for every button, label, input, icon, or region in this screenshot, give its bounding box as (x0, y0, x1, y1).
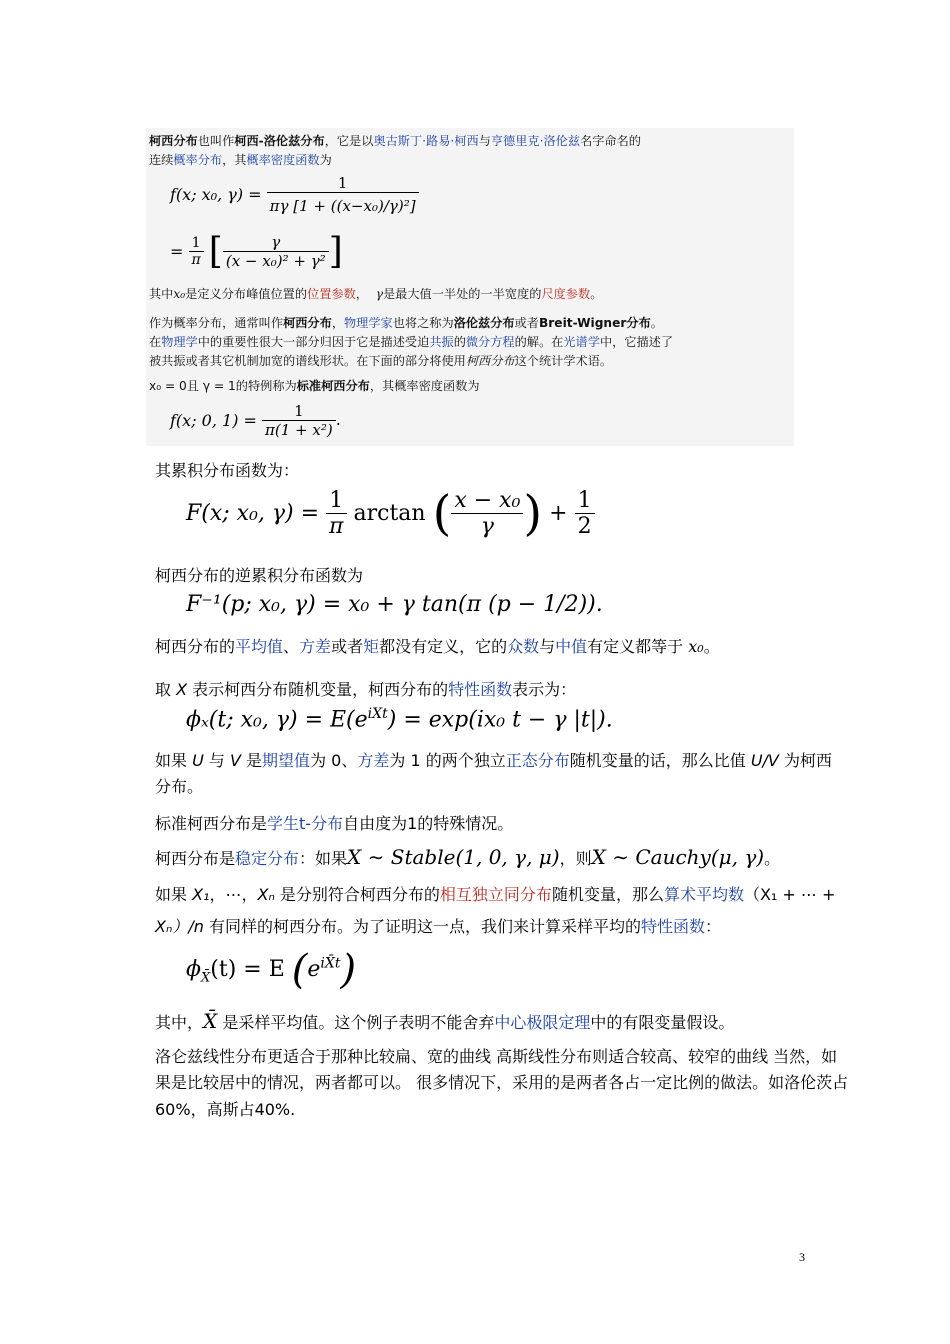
link-resonance[interactable]: 共振 (429, 335, 454, 349)
link-moment[interactable]: 矩 (363, 637, 380, 656)
page-number: 3 (799, 1250, 805, 1264)
inverse-cdf-equation: F⁻¹(p; x₀, γ) = x₀ + γ tan(π (p − 1/2)). (186, 592, 603, 617)
link-mode[interactable]: 众数 (507, 637, 540, 656)
moments-paragraph: 柯西分布的平均值、方差或者矩都没有定义，它的众数与中值有定义都等于 x₀。 (155, 637, 720, 656)
link-physicist[interactable]: 物理学家 (344, 316, 393, 330)
pdf-equation-1: f(x; x₀, γ) = $\frac{1}{\text{πγ [1 + ((x−x₀)/γ)²]}}$ (170, 174, 419, 215)
link-normal-distribution[interactable]: 正态分布 (505, 751, 570, 770)
link-characteristic-function-2[interactable]: 特性函数 (640, 917, 705, 936)
ratio-paragraph-2: 分布。 (155, 777, 204, 796)
intro-line-2: 连续概率分布，其概率密度函数为 (149, 153, 332, 167)
link-scale-parameter[interactable]: 尺度参数 (541, 287, 591, 301)
link-physics[interactable]: 物理学 (161, 335, 198, 349)
standard-line: x₀ = 0且 γ = 1的特例称为标准柯西分布，其概率密度函数为 (149, 379, 480, 393)
lorentz-gauss-line-2: 果是比较居中的情况，两者都可以。 很多情况下，采用的是两者各占一定比例的做法。如洛伦茨占 (155, 1073, 849, 1092)
link-student-t[interactable]: 学生t-分布 (267, 814, 344, 833)
lorentz-gauss-line-1: 洛仑兹线性分布更适合于那种比较扁、宽的曲线 高斯线性分布则适合较高、较窄的曲线 当然，如 (155, 1047, 838, 1066)
pdf-equation-2: = $\frac{1}{\pi}$ [ $\frac{\gamma}{\text{(x − x₀)² + γ²}}$ ] (170, 231, 343, 272)
link-median[interactable]: 中值 (555, 637, 588, 656)
link-stable-distribution[interactable]: 稳定分布 (235, 849, 300, 868)
sample-mean-cf-equation: $\phi_{X̄}(t) = E$ $(e^{iX̄t})$ (186, 947, 357, 993)
physics-line-3: 被共振或者其它机制加宽的谱线形状。在下面的部分将使用柯西分布这个统计学术语。 (149, 354, 613, 368)
link-mean[interactable]: 平均值 (235, 637, 284, 656)
link-probability-distribution[interactable]: 概率分布 (173, 153, 223, 167)
stable-paragraph: 柯西分布是稳定分布：如果X ∼ Stable(1, 0, γ, μ)，则X ∼ Cauchy(μ, γ)。 (155, 845, 781, 869)
params-line: 其中x₀是定义分布峰值位置的位置参数， γ是最大值一半处的一半宽度的尺度参数。 (149, 287, 603, 301)
link-cauchy[interactable]: 奥古斯丁·路易·柯西 (373, 134, 479, 148)
intro-line-1: 柯西分布也叫作柯西-洛伦兹分布，它是以奥古斯丁·路易·柯西与亨德里克·洛伦兹名字命名的 (149, 134, 641, 148)
lorentz-gauss-line-3: 60%，高斯占40%. (155, 1100, 296, 1119)
embedded-screenshot (146, 128, 794, 446)
physics-line-2: 在物理学中的重要性很大一部分归因于它是描述受迫共振的微分方程的解。在光谱学中，它描述了 (149, 335, 674, 349)
characteristic-equation: ϕₓ(t; x₀, $\gamma) = E(e^{iXt}) = \exp(ix_0$ t − γ |t|). (186, 706, 613, 733)
link-iid[interactable]: 相互独立同分布 (439, 885, 552, 904)
student-t-paragraph: 标准柯西分布是学生t-分布自由度为1的特殊情况。 (155, 814, 514, 833)
link-arithmetic-mean[interactable]: 算术平均数 (663, 885, 744, 904)
ratio-paragraph-1: 如果 U 与 V 是期望值为 0、方差为 1 的两个独立正态分布随机变量的话，那么比值 U/V 为柯西 (155, 751, 832, 770)
clt-paragraph: 其中，X̄ 是采样平均值。这个例子表明不能舍弃中心极限定理中的有限变量假设。 (155, 1009, 735, 1033)
cdf-intro: 其累积分布函数为： (155, 461, 300, 480)
link-location-parameter[interactable]: 位置参数 (307, 287, 356, 301)
link-spectroscopy[interactable]: 光谱学 (563, 335, 600, 349)
link-variance[interactable]: 方差 (299, 637, 332, 656)
link-central-limit-theorem[interactable]: 中心极限定理 (494, 1013, 591, 1032)
link-expected-value[interactable]: 期望值 (262, 751, 311, 770)
inverse-cdf-intro: 柯西分布的逆累积分布函数为 (155, 566, 364, 585)
mean-paragraph-1: 如果 X₁，⋯，Xₙ 是分别符合柯西分布的相互独立同分布随机变量，那么算术平均数（X₁ + ⋯ + (155, 885, 836, 904)
link-characteristic-function[interactable]: 特性函数 (448, 680, 513, 699)
link-differential-equation[interactable]: 微分方程 (465, 335, 515, 349)
cdf-equation: F(x; x₀, γ) = $\frac{1}{\pi}$ arctan ( $\frac{\text{x − x₀}}{\gamma}$ ) + $\frac{1}{2}$ (186, 488, 595, 539)
mean-paragraph-2: Xₙ）/n 有同样的柯西分布。为了证明这一点，我们来计算采样平均的特性函数： (155, 917, 722, 936)
pdf-standard-equation: f(x; 0, 1) = $\frac{1}{\text{π(1 + x²)}}$ . (170, 402, 341, 439)
physics-line-1: 作为概率分布，通常叫作柯西分布，物理学家也将之称为洛伦兹分布或者Breit-Wigner分布。 (149, 316, 663, 330)
link-variance-2[interactable]: 方差 (357, 751, 390, 770)
link-lorentz[interactable]: 亨德里克·洛伦兹 (490, 134, 581, 148)
link-pdf[interactable]: 概率密度函数 (246, 153, 320, 167)
characteristic-intro: 取 X 表示柯西分布随机变量，柯西分布的特性函数表示为： (155, 680, 577, 699)
